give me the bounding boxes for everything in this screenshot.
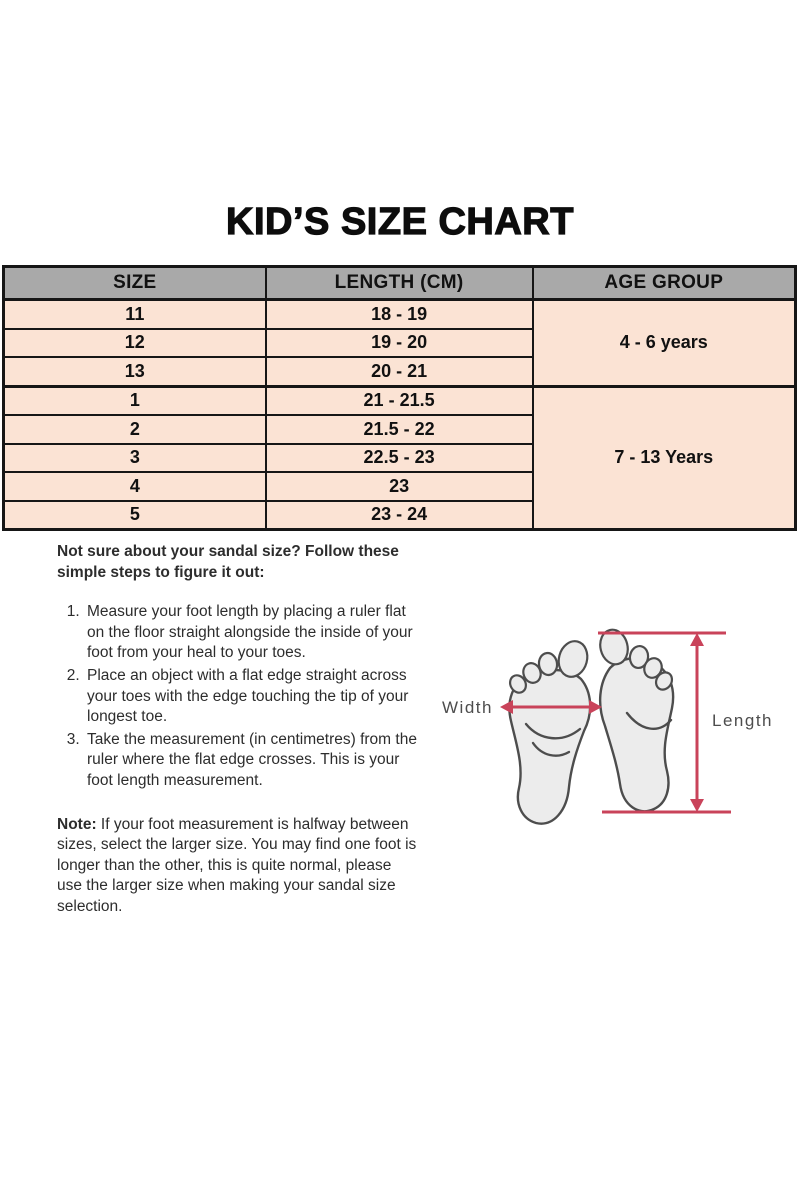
cell-length-cm: 21 - 21.5 [266,386,533,415]
note-text: If your foot measurement is halfway between sizes, select the larger size. You may find one foot is longer than the other, this is quite normal, please use the larger size when making your sandal size selection. [57,815,417,915]
size-table-header [4,267,796,300]
right-foot-illustration [597,627,675,811]
column-header-length: LENGTH (CM) [266,267,533,300]
guide-step: 3. Take the measurement (in centimetres) from the ruler where the flat edge crosses. This is your foot length measurement. [84,730,419,792]
length-label: Length [712,711,773,730]
header-row [4,267,796,300]
cell-age-group: 4 - 6 years [533,300,796,387]
cell-length-cm: 23 - 24 [266,501,533,530]
table-row [4,300,796,329]
cell-size: 3 [4,444,266,473]
width-arrow-left-head [500,700,513,714]
guide-intro: Not sure about your sandal size? Follow these simple steps to figure it out: [57,543,399,581]
cell-size: 5 [4,501,266,530]
left-foot-illustration [507,638,591,824]
cell-length-cm: 20 - 21 [266,357,533,386]
cell-age-group: 7 - 13 Years [533,386,796,530]
cell-length-cm: 19 - 20 [266,329,533,358]
cell-size: 12 [4,329,266,358]
page-title: KID’S SIZE CHART [226,201,574,243]
guide-step: 2. Place an object with a flat edge straight across your toes with the edge touching the tip of your longest toe. [84,666,419,728]
width-label: Width [442,698,493,717]
cell-length-cm: 23 [266,472,533,501]
cell-size: 4 [4,472,266,501]
table-row [4,386,796,415]
cell-length-cm: 18 - 19 [266,300,533,329]
size-table-body [4,300,796,530]
foot-measurement-diagram [430,600,800,860]
cell-size: 13 [4,357,266,386]
guide-steps-list [57,602,419,791]
guide-note [57,815,419,918]
length-arrow-down-head [690,799,704,812]
cell-size: 2 [4,415,266,444]
cell-size: 11 [4,300,266,329]
cell-length-cm: 22.5 - 23 [266,444,533,473]
size-chart-table [2,265,797,531]
cell-length-cm: 21.5 - 22 [266,415,533,444]
length-arrow-up-head [690,633,704,646]
measuring-guide [57,542,419,918]
cell-size: 1 [4,386,266,415]
column-header-age-group: AGE GROUP [533,267,796,300]
column-header-size: SIZE [4,267,266,300]
note-label: Note: [57,815,97,833]
guide-step: 1. Measure your foot length by placing a ruler flat on the floor straight alongside the inside of your foot from your heal to your toes. [84,602,419,664]
